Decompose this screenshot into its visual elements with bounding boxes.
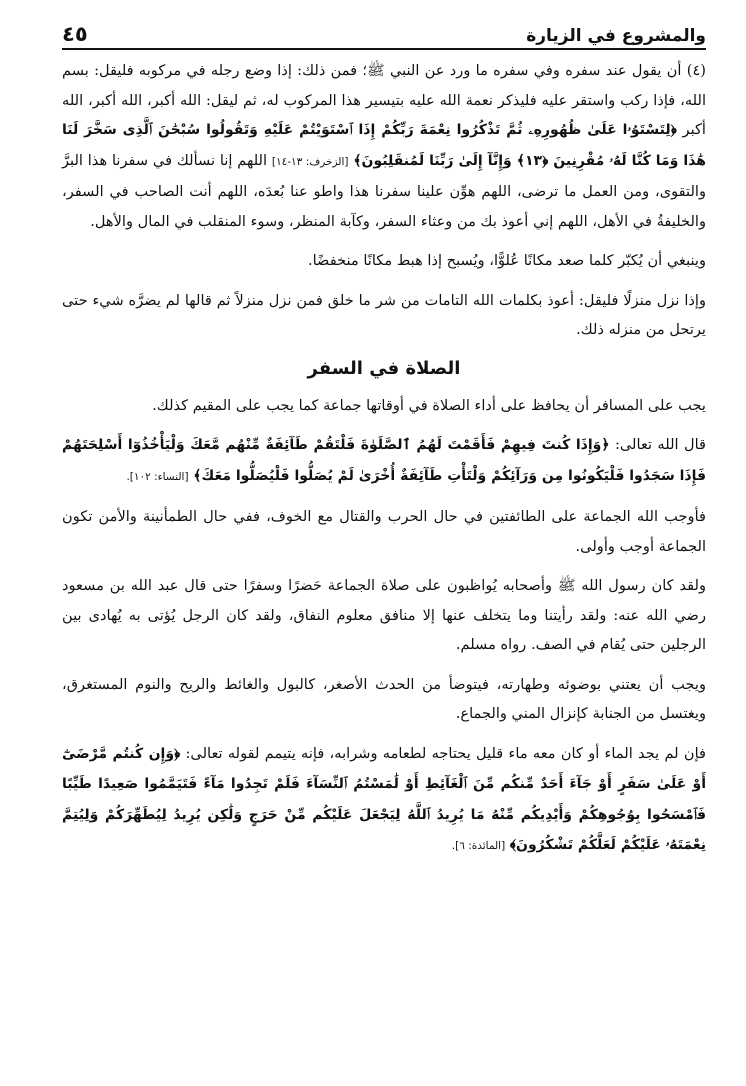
paragraph-text: فإن لم يجد الماء أو كان معه ماء قليل يحتاجه لطعامه وشرابه، فإنه يتيمم لقوله تعالى: [185, 744, 706, 762]
verse-reference: [الزخرف: ١٣-١٤] [271, 155, 349, 168]
running-title: والمشروع في الزيارة [526, 26, 706, 46]
section-heading: الصلاة في السفر [307, 357, 461, 379]
paragraph-tayammum [62, 739, 706, 862]
page-header [62, 14, 706, 50]
paragraph-congregation: فأوجب الله الجماعة على الطائفتين في حال الحرب والقتال مع الخوف، ففي حال الطمأنينة والأمن تكون الجماعة أوجب وأولى. [62, 508, 706, 555]
verse-reference: [النساء: ١٠٢]. [126, 470, 189, 483]
paragraph-text: قال الله تعالى: [614, 436, 706, 453]
paragraph-stopover: وإذا نزل منزلًا فليقل: أعوذ بكلمات الله التامات من شر ما خلق فمن نزل منزلاً ثم قالها لم يضرَّه شيء حتى يرتحل من منزله ذلك. [62, 291, 706, 338]
paragraph-travel-dua [62, 56, 706, 236]
quran-verse: ﴿وَإِن كُنتُم مَّرْضَىٰٓ أَوْ عَلَىٰ سَفَرٍ أَوْ جَآءَ أَحَدٌ مِّنكُم مِّنَ ٱلْغَآئِطِ أَوْ لَٰمَسْتُمُ ٱلنِّسَآءَ فَلَمْ تَجِدُوا مَآءً فَتَيَمَّمُوا صَعِيدًا طَيِّبًا فَٱمْسَحُوا بِوُجُوهِكُمْ وَأَيْدِيكُم مِّنْهُ مَا يُرِيدُ ٱللَّهُ لِيَجْعَلَ عَلَيْكُم مِّنْ حَرَجٍ وَلَٰكِن يُرِيدُ لِيُطَهِّرَكُمْ وَلِيُتِمَّ نِعْمَتَهُۥ عَلَيْكُمْ لَعَلَّكُمْ تَشْكُرُونَ﴾ [62, 745, 706, 853]
page-body [62, 50, 706, 862]
quran-verse: ﴿وَإِذَا كُنتَ فِيهِمْ فَأَقَمْتَ لَهُمُ ٱلصَّلَوٰةَ فَلْتَقُمْ طَآئِفَةٌ مِّنْهُم مَّعَكَ وَلْيَأْخُذُوٓا أَسْلِحَتَهُمْ فَإِذَا سَجَدُوا فَلْيَكُونُوا مِن وَرَآئِكُمْ وَلْتَأْتِ طَآئِفَةٌ أُخْرَىٰ لَمْ يُصَلُّوا فَلْيُصَلُّوا مَعَكَ﴾ [62, 437, 706, 484]
quran-verse: ﴿لِتَسْتَوُۥا عَلَىٰ ظُهُورِهِۦ ثُمَّ تَذْكُرُوا نِعْمَةَ رَبِّكُمْ إِذَا ٱسْتَوَيْتُمْ عَلَيْهِ وَتَقُولُوا سُبْحَٰنَ ٱلَّذِى سَخَّرَ لَنَا هَٰذَا وَمَا كُنَّا لَهُۥ مُقْرِنِينَ ﴿١٣﴾ وَإِنَّآ إِلَىٰ رَبِّنَا لَمُنقَلِبُونَ﴾ [62, 122, 707, 169]
document-page [62, 14, 706, 1066]
paragraph-purification: ويجب أن يعتني بوضوئه وطهارته، فيتوضأ من الحدث الأصغر، كالبول والغائط والريح والنوم المستغرق، ويغتسل من الجنابة كإنزال المني والجماع. [62, 675, 706, 722]
page-number: ٤٥ [62, 22, 88, 46]
paragraph-prayer-obligation: يجب على المسافر أن يحافظ على أداء الصلاة في أوقاتها جماعة كما يجب على المقيم كذلك. [152, 396, 706, 414]
dua-text: اللهم إنا نسألك في سفرنا هذا البرَّ والتقوى، ومن العمل ما ترضى، اللهم هوِّن علينا سفرنا هذا واطو عنا بُعدَه، اللهم أنت الصاحب في السفر، والخليفةُ في الأهل، اللهم إني أعوذ بك من وعثاء السفر، وكآبة المنظر، وسوء المنقلب في المال والأهل. [62, 151, 706, 230]
paragraph-text: (٤) أن يقول عند سفره وفي سفره ما ورد عن النبي ﷺ؛ فمن ذلك: إذا وضع رجله في مركوبه فليقل: بسم الله، فإذا ركب واستقر عليه فليذكر نعمة الله عليه بتيسير هذا المركوب له، ثم ليقل: الله أكبر، الله أكبر، الله أكبر [62, 62, 706, 138]
verse-reference: [المائدة: ٦]. [451, 840, 506, 852]
paragraph-companions: ولقد كان رسول الله ﷺ وأصحابه يُواظبون على صلاة الجماعة حَضرًا وسفرًا حتى قال عبد الله بن مسعود رضي الله عنه: ولقد رأيتنا وما يتخلف عنها إلا منافق معلوم النفاق، ولقد كان الرجل يُؤتى به يُهادى بين الرجلين حتى يُقام في الصف. رواه مسلم. [62, 577, 706, 653]
paragraph-fear-prayer [62, 430, 706, 492]
paragraph-takbir: وينبغي أن يُكبّر كلما صعد مكانًا عُلوًّا، ويُسبح إذا هبط مكانًا منخفضًا. [307, 252, 706, 269]
